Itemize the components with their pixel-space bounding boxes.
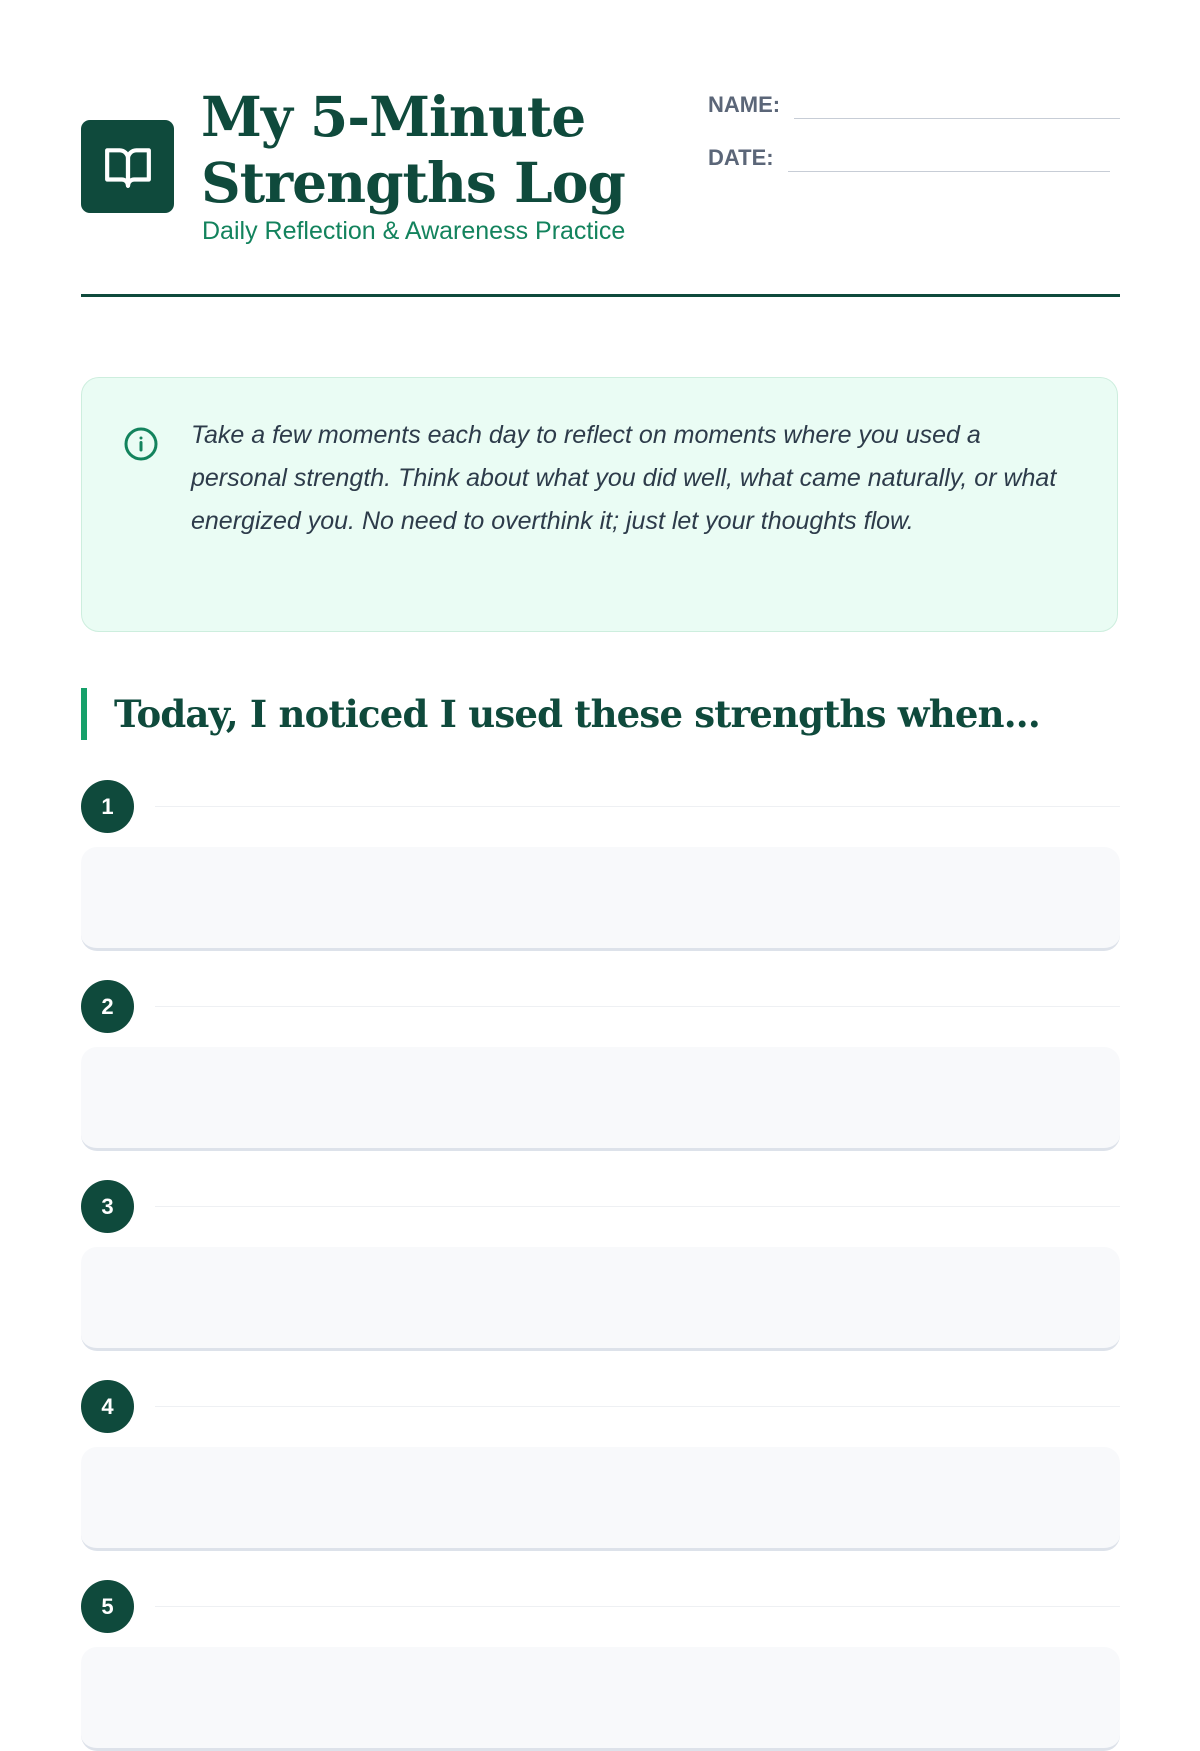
instructions-box: [81, 377, 1118, 632]
entry-input-box[interactable]: [81, 1447, 1120, 1551]
worksheet-page: [81, 0, 1120, 1619]
entry-divider: [155, 806, 1120, 807]
entry-divider: [155, 1406, 1120, 1407]
date-field-row: [708, 137, 1110, 172]
date-field[interactable]: [788, 137, 1110, 172]
entry-number-badge: 3: [81, 1180, 134, 1233]
entry-number-badge: 1: [81, 780, 134, 833]
page-subtitle: Daily Reflection & Awareness Practice: [202, 217, 626, 245]
name-field-row: [708, 84, 1120, 119]
entry-input-box[interactable]: [81, 1247, 1120, 1351]
entry-item: [81, 1180, 1120, 1356]
entry-input-box[interactable]: [81, 847, 1120, 951]
header-divider: [81, 294, 1120, 297]
name-field[interactable]: [794, 84, 1120, 119]
entry-input-box[interactable]: [81, 1647, 1120, 1751]
logo: [81, 120, 174, 213]
entry-item: [81, 980, 1120, 1156]
entry-number-badge: 4: [81, 1380, 134, 1433]
entry-divider: [155, 1206, 1120, 1207]
section-title: Today, I noticed I used these strengths when...: [114, 692, 1040, 736]
entry-number-badge: 2: [81, 980, 134, 1033]
entry-item: [81, 1380, 1120, 1556]
info-icon: [123, 426, 159, 462]
entry-number-badge: 5: [81, 1580, 134, 1633]
entry-divider: [155, 1606, 1120, 1607]
date-label: DATE:: [708, 145, 774, 170]
page-title: My 5-Minute Strengths Log: [201, 84, 625, 215]
instructions-text: Take a few moments each day to reflect on moments where you used a personal strength. Think about what you did well, what came naturally, or what energized you. No need to overthink it; just let your thoughts flow.: [191, 421, 1057, 535]
entry-input-box[interactable]: [81, 1047, 1120, 1151]
name-label: NAME:: [708, 92, 781, 117]
entry-item: [81, 780, 1120, 956]
header: [81, 84, 1120, 294]
entry-item: [81, 1580, 1120, 1619]
open-book-icon: [103, 142, 153, 192]
entry-divider: [155, 1006, 1120, 1007]
section-accent-bar: [81, 688, 87, 740]
